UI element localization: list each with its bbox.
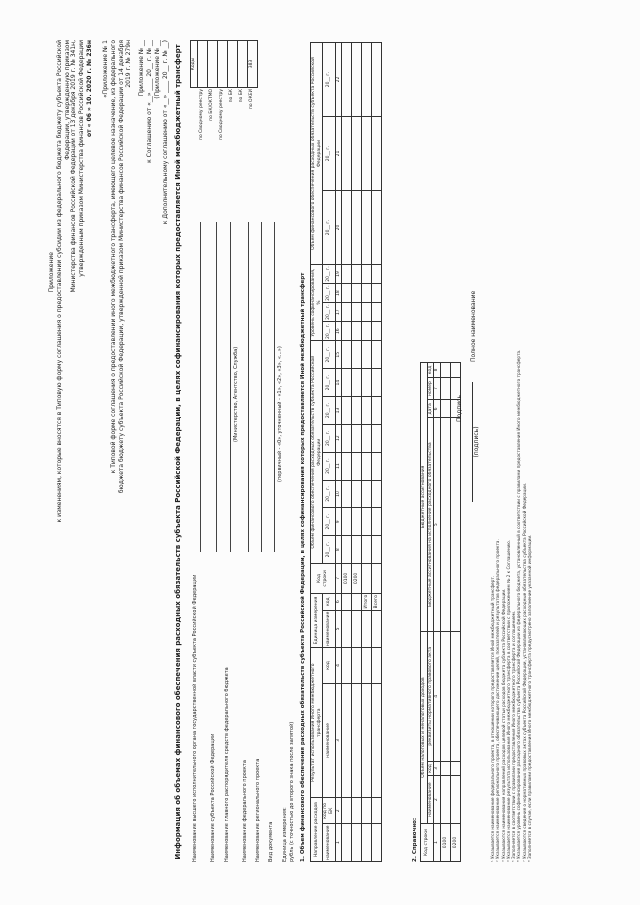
field-line[interactable] [200, 222, 201, 552]
table-cell[interactable] [352, 683, 362, 798]
agreement-reference: к Соглашению от «__» ____ 20__ г. № __ [146, 40, 153, 163]
column-number: 4 [335, 648, 342, 683]
year: 20__ г. [323, 452, 335, 480]
table-cell[interactable] [440, 776, 450, 824]
table-cell[interactable] [342, 798, 352, 824]
footnote: ³ Указываются наименования направлений расходов целевой статьи расходов бюджета субъекта Российской Федерации. [500, 588, 506, 862]
column-number: 7 [335, 564, 342, 594]
table-cell[interactable] [342, 648, 352, 683]
column-number: 16 [335, 322, 342, 341]
column-number: 22 [335, 43, 342, 117]
field-executive-body: Наименование высшего исполнительного органа государственной власти субъекта Российской Федерации [192, 574, 198, 862]
field-line[interactable] [216, 222, 217, 552]
column-number: 8 [335, 536, 342, 564]
column-number: 1 [434, 824, 441, 862]
table-cell[interactable] [362, 284, 372, 303]
column-number: 3 [434, 761, 441, 776]
table-cell[interactable] [440, 632, 450, 762]
table-cell[interactable] [352, 452, 362, 480]
code-desc: по ОКЕИ [249, 89, 255, 110]
year: 20__ г. [323, 117, 335, 191]
table-cell[interactable] [372, 508, 382, 536]
table-cell[interactable] [342, 536, 352, 564]
rotated-form-sheet [40, 22, 600, 882]
annex-date: от « 06 » 10. 2020 г. № 236н [86, 40, 93, 138]
field-main-manager: Наименование главного распорядителя средств федерального бюджета [224, 667, 230, 862]
table-cell[interactable] [362, 341, 372, 369]
col-measure: Единица измерения [311, 593, 323, 647]
table-cell[interactable] [362, 303, 372, 322]
field-line[interactable] [274, 222, 275, 552]
column-number: 18 [335, 284, 342, 303]
table-cell[interactable] [352, 648, 362, 683]
table-cell[interactable] [450, 776, 460, 824]
sub-name: наименование [427, 776, 434, 824]
table-cell[interactable] [362, 397, 372, 425]
table-cell[interactable] [372, 369, 382, 397]
code-desc: по БК [239, 89, 245, 103]
footnotes [490, 42, 532, 862]
table-cell[interactable] [342, 824, 352, 862]
column-number: 20 [335, 191, 342, 265]
table-cell[interactable] [362, 480, 372, 508]
table-cell[interactable] [342, 508, 352, 536]
table-cell[interactable] [440, 363, 450, 378]
full-name-label: Полное наименование [470, 290, 477, 362]
table-row [352, 43, 362, 862]
units-value: рубль (с точностью до второго знака после запятой) [289, 721, 295, 862]
table-cell[interactable] [342, 43, 352, 117]
field-line[interactable] [248, 222, 249, 552]
table-cell[interactable] [342, 397, 352, 425]
table-cell[interactable] [362, 452, 372, 480]
appendix-text: к Типовой форме соглашения о предоставлении иного межбюджетного трансферта, имеющего целевое назначение, из федерального бюджета бюджету субъекта Российской Федерации, утвержденной приказом Министерства финансов Российской Федерации от 14 декабря 2019 г. № 279н [110, 40, 132, 494]
appendix-to-agreement: Приложение № __ [138, 40, 145, 97]
table-cell[interactable] [352, 303, 362, 322]
code-desc: по Сводному реестру [199, 89, 205, 140]
year: 20__ г. [323, 397, 335, 425]
code-value[interactable] [207, 41, 217, 88]
footnote: ⁶ Указывается уровень софинансирования расходного обязательства субъекта Российской Федерации из федерального бюджета, установленный в соответствии с правилами предоставления Иного межбюджетного трансферта. [516, 349, 522, 862]
table-cell[interactable] [372, 452, 382, 480]
field-doc-kind: Вид документа [268, 821, 274, 862]
column-number: 17 [335, 303, 342, 322]
appendix-number: «Приложение № 1 [102, 40, 109, 98]
supplement-reference: к Дополнительному соглашению от «__» ____ 20__ г. № __) [162, 40, 169, 225]
sub-code: код [323, 593, 335, 610]
table-cell[interactable] [352, 191, 362, 265]
table-cell[interactable] [362, 43, 372, 117]
column-number: 8 [434, 363, 441, 378]
table-cell[interactable] [352, 265, 362, 284]
col-rowcode: Код строки [311, 564, 336, 594]
footnote: ⁴ Указывается наименование результата использования Иного межбюджетного трансферта в соответствии с приложением № 2 к Соглашению. [505, 539, 511, 862]
code-value[interactable] [217, 41, 227, 88]
column-number: 13 [335, 397, 342, 425]
year: 20__ г. [323, 480, 335, 508]
column-number: 11 [335, 452, 342, 480]
table-cell[interactable] [362, 369, 372, 397]
field-units: Единица измерения: [282, 807, 288, 862]
table-cell[interactable] [352, 284, 362, 303]
section2-title: 2. Справочно: [412, 817, 418, 862]
field-line[interactable] [261, 222, 262, 552]
table-cell[interactable] [450, 418, 460, 632]
table-cell[interactable] [450, 761, 460, 776]
column-number: 6 [335, 593, 342, 610]
column-numbers-row [434, 363, 441, 862]
year: 20__ г. [323, 284, 335, 303]
table-cell [362, 824, 372, 862]
table-cell[interactable] [362, 117, 372, 191]
table-row [372, 43, 382, 862]
table-cell[interactable] [372, 397, 382, 425]
col-budget: Объем налоговых и неналоговых доходов [421, 632, 428, 824]
sub-number: номер [427, 377, 434, 400]
column-number: 2 [335, 798, 342, 824]
sub-code: код по БК [323, 798, 335, 824]
section1-title: 1. Объем финансового обеспечения расходных обязательств субъекта Российской Федерации, в целях софинансирования которых предоставляется Иной межбюджетный трансферт [300, 272, 306, 862]
table-cell[interactable] [342, 593, 352, 610]
col-direction: Направление расходов [311, 798, 323, 862]
table-cell[interactable] [372, 265, 382, 284]
footnote: ¹ Указывается наименование федерального проекта, в отношении которого предоставляется Иной межбюджетный трансферт. [490, 575, 495, 862]
year: 20__ г. [323, 341, 335, 369]
sub-reqs: реквизиты нормативного правового акта [427, 632, 434, 762]
table-cell [362, 683, 372, 798]
table-cell[interactable] [352, 341, 362, 369]
table-cell[interactable] [342, 341, 352, 369]
doc-kind-hint: (первичный - «0», уточненный - «1», «2», «3», «...») [277, 346, 283, 482]
table-cell[interactable] [372, 322, 382, 341]
table-cell[interactable] [342, 322, 352, 341]
table-cell[interactable] [352, 480, 362, 508]
table-cell [372, 564, 382, 594]
table-row [342, 43, 352, 862]
table-cell[interactable] [342, 284, 352, 303]
column-number: 3 [335, 683, 342, 798]
table-cell[interactable] [372, 43, 382, 117]
row-code: 0200 [450, 824, 460, 862]
row-code: 0100 [342, 564, 352, 594]
form-title: Информация об объемах финансового обеспечения расходных обязательств субъекта Российской Федерации, в целях софинансирования которых предоставляется Иной межбюджетный трансферт [174, 44, 182, 860]
table-cell [362, 798, 372, 824]
code-desc: по Сводному реестру [219, 89, 225, 140]
table-cell[interactable] [342, 683, 352, 798]
table-cell[interactable] [450, 632, 460, 762]
code-desc: по БК [229, 89, 235, 103]
year: 20__ г. [323, 191, 335, 265]
table-cell[interactable] [372, 480, 382, 508]
annex-label: Приложение [48, 252, 55, 293]
total-label: Итого [362, 593, 372, 610]
table-cell[interactable] [440, 377, 450, 400]
sub-code: код [323, 648, 335, 683]
column-number: 14 [335, 369, 342, 397]
table-cell [372, 683, 382, 798]
code-value[interactable]: 383 [247, 41, 257, 88]
signature-label: Подпись [456, 395, 463, 422]
table-cell[interactable] [440, 418, 450, 632]
table-cell[interactable] [342, 424, 352, 452]
code-value[interactable] [197, 41, 207, 88]
table-cell[interactable] [362, 191, 372, 265]
code-desc: по БК/ОКТМО [209, 89, 215, 121]
sub-code: код [427, 363, 434, 378]
table-cell[interactable] [342, 610, 352, 648]
column-number: 7 [434, 377, 441, 400]
footnote: ⁸ Заполняется в случае, если правилами предоставления Иного межбюджетного трансферта предусмотрено заполнение указанной информации. [526, 534, 532, 862]
sub-code: код [427, 761, 434, 776]
table-cell[interactable] [352, 824, 362, 862]
table-cell[interactable] [342, 480, 352, 508]
table-cell[interactable] [352, 798, 362, 824]
table-cell [362, 610, 372, 648]
section2-table [420, 362, 461, 862]
table-cell[interactable] [362, 424, 372, 452]
year: 20__ г. [323, 424, 335, 452]
column-numbers-row [335, 43, 342, 862]
table-cell[interactable] [372, 191, 382, 265]
table-cell [372, 798, 382, 824]
year: 20__ г. [323, 265, 335, 284]
table-cell[interactable] [362, 322, 372, 341]
table-cell[interactable] [372, 303, 382, 322]
column-number: 9 [335, 508, 342, 536]
code-value[interactable] [227, 41, 237, 88]
ministry-hint: (Министерство, Агентство, Служба) [233, 346, 239, 442]
code-value[interactable] [237, 41, 247, 88]
total-label: Всего [372, 593, 382, 610]
col-budget2: Бюджетные ассигнования [421, 363, 428, 632]
column-number: 15 [335, 341, 342, 369]
sub-name: наименование [323, 610, 335, 648]
column-number: 2 [434, 776, 441, 824]
table-cell [362, 648, 372, 683]
table-cell[interactable] [352, 593, 362, 610]
year: 20__ г. [323, 303, 335, 322]
year: 20__ г. [323, 369, 335, 397]
table-cell[interactable] [352, 424, 362, 452]
table-cell[interactable] [352, 43, 362, 117]
footnote: ² Указывается наименование регионального проекта, обеспечивающего достижение целей, показателей и результатов федерального проекта. [495, 539, 501, 862]
section1-table [310, 42, 382, 862]
column-number: 21 [335, 117, 342, 191]
table-cell[interactable] [352, 322, 362, 341]
annex-text-1: к изменениям, которые вносятся в Типовую форму соглашения о предоставлении субсидии из федерального бюджета бюджету субъекта Российской Федерации, утвержденную приказом [56, 40, 71, 523]
year: 20__ г. [323, 322, 335, 341]
column-number: 1 [335, 824, 342, 862]
table-cell [362, 564, 372, 594]
appendix-to-supplement: (Приложение № __ [154, 40, 161, 99]
column-number: 5 [335, 610, 342, 648]
row-code: 0100 [440, 824, 450, 862]
column-number: 6 [434, 400, 441, 418]
table-row [362, 43, 372, 862]
sub-reqs2: Бюджетные ассигнования на исполнение расходного обязательства [427, 418, 434, 632]
table-cell[interactable] [372, 424, 382, 452]
field-regional-project: Наименование регионального проекта [255, 758, 261, 862]
year: 20__ г. [323, 43, 335, 117]
table-cell [372, 648, 382, 683]
table-cell[interactable] [372, 284, 382, 303]
col-level: Уровень софинансирования, % [311, 265, 323, 341]
table-row [450, 363, 460, 862]
table-cell[interactable] [372, 341, 382, 369]
table-cell[interactable] [342, 303, 352, 322]
table-cell [372, 610, 382, 648]
annex-text-2: Министерства финансов Российской Федерации от 13 декабря 2019 г. № 341н, [70, 40, 77, 293]
footnote: ⁷ Указываются сведения о нормативных правовых актах субъекта Российской Федерации, устанавливающих расходные обязательства субъекта Российской Федерации. [521, 482, 527, 862]
table-cell[interactable] [362, 536, 372, 564]
table-cell[interactable] [372, 536, 382, 564]
table-cell [372, 824, 382, 862]
table-cell[interactable] [352, 117, 362, 191]
table-cell[interactable] [342, 452, 352, 480]
year: 20__ г. [323, 536, 335, 564]
table-cell[interactable] [352, 369, 362, 397]
codes-table [190, 40, 258, 190]
table-row [440, 363, 450, 862]
table-cell[interactable] [440, 400, 450, 418]
table-cell[interactable] [352, 610, 362, 648]
field-federal-project: Наименование федерального проекта [242, 760, 248, 862]
table-cell[interactable] [450, 363, 460, 378]
table-cell[interactable] [342, 191, 352, 265]
field-line[interactable] [230, 222, 231, 552]
table-cell[interactable] [362, 508, 372, 536]
table-cell[interactable] [352, 536, 362, 564]
sub-date: дата [427, 400, 434, 418]
table-cell[interactable] [372, 117, 382, 191]
column-number: 5 [434, 418, 441, 632]
table-cell[interactable] [440, 761, 450, 776]
column-number: 4 [434, 632, 441, 762]
column-number: 12 [335, 424, 342, 452]
col-total: Объем финансового обеспечения расходных обязательств субъекта Российской Федерации [311, 341, 323, 564]
column-number: 19 [335, 265, 342, 284]
table-cell[interactable] [362, 265, 372, 284]
column-number: 10 [335, 480, 342, 508]
table-cell[interactable] [342, 369, 352, 397]
col-level-fed: Объем финансового обеспечения расходных обязательств субъекта Российской Федерации [311, 43, 323, 265]
row-code: 0200 [352, 564, 362, 594]
footnote: ⁵ Заполняется в соответствии с правилами предоставления Иного межбюджетного трансферта и соглашением. [511, 610, 516, 862]
sub-name: наименование [323, 683, 335, 798]
field-subject: Наименование субъекта Российской Федерации [210, 733, 216, 862]
table-cell[interactable] [352, 508, 362, 536]
col-rowcode: Код строки [421, 824, 434, 862]
table-cell[interactable] [342, 265, 352, 284]
col-result: Результат использования Иного межбюджетного трансферта [311, 648, 323, 798]
signature-hint: (подпись) [472, 382, 481, 502]
year: 20__ г. [323, 508, 335, 536]
sub-name: наименование [323, 824, 335, 862]
annex-text-3: утвержденным приказом Министерства финансов Российской Федерации [78, 40, 85, 277]
table-cell[interactable] [352, 397, 362, 425]
table-cell[interactable] [342, 117, 352, 191]
codes-label: Коды [191, 41, 198, 88]
